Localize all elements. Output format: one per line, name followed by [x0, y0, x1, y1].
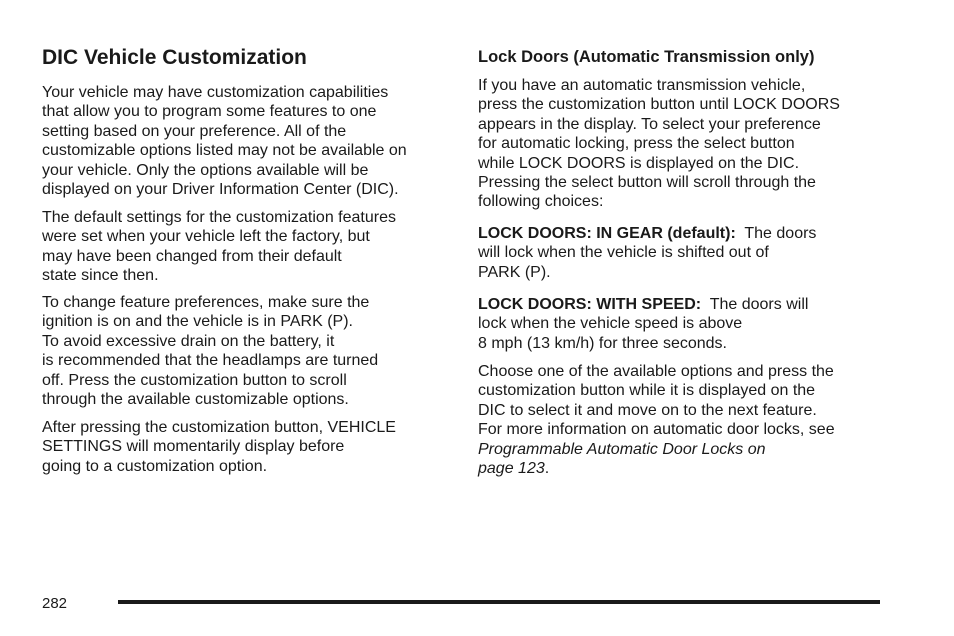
text-line: setting based on your preference. All of the: [42, 122, 347, 140]
text-line: If you have an automatic transmission vehicle,: [478, 77, 806, 94]
text-line: while LOCK DOORS is displayed on the DIC.: [478, 154, 800, 172]
text-line: [478, 224, 816, 243]
text-line: customizable options listed may not be available on: [42, 142, 407, 160]
section-title: DIC Vehicle Customization: [42, 46, 307, 69]
option-with-speed: [478, 295, 808, 353]
text-line: displayed on your Driver Information Center (DIC).: [42, 181, 399, 199]
text-line: state since then.: [42, 267, 159, 285]
option-text: The doors: [744, 225, 817, 242]
change-preferences-paragraph: [42, 293, 378, 409]
text-line: Pressing the select button will scroll through the: [478, 174, 816, 192]
text-line: off. Press the customization button to scroll: [42, 371, 347, 389]
text-line: were set when your vehicle left the factory, but: [42, 228, 370, 246]
text-line: will lock when the vehicle is shifted out of: [478, 244, 769, 262]
option-label: LOCK DOORS: WITH SPEED:: [478, 296, 702, 313]
text-line: To change feature preferences, make sure the: [42, 294, 370, 311]
vehicle-settings-paragraph: [42, 418, 396, 476]
text-line: After pressing the customization button, VEHICLE: [42, 419, 396, 436]
text-line: ignition is on and the vehicle is in PARK (P).: [42, 313, 353, 331]
text-line: going to a customization option.: [42, 457, 268, 475]
text-line: may have been changed from their default: [42, 247, 342, 265]
text-line: through the available customizable options.: [42, 391, 349, 409]
text-line: To avoid excessive drain on the battery, it: [42, 332, 335, 350]
option-label: LOCK DOORS: IN GEAR (default):: [478, 225, 736, 242]
default-settings-paragraph: [42, 208, 396, 286]
text-line: lock when the vehicle speed is above: [478, 315, 743, 333]
lock-doors-intro-paragraph: [478, 76, 840, 212]
text-line: SETTINGS will momentarily display before: [42, 438, 345, 456]
cross-reference-page: page 123: [478, 460, 545, 478]
text-line: appears in the display. To select your preference: [478, 115, 821, 133]
page-number: 282: [42, 595, 68, 612]
text-line: DIC to select it and move on to the next feature.: [478, 401, 817, 419]
choose-option-paragraph: [478, 362, 835, 478]
text-line: your vehicle. Only the options available will be: [42, 161, 369, 179]
option-in-gear: [478, 224, 816, 282]
text-line: The default settings for the customization features: [42, 209, 396, 226]
text-line: that allow you to program some features to one: [42, 103, 377, 121]
text-line: [478, 295, 808, 314]
text-line: following choices:: [478, 193, 604, 211]
text-line: For more information on automatic door locks, see: [478, 421, 835, 439]
punctuation: .: [544, 460, 550, 478]
intro-paragraph: [42, 83, 407, 199]
text-line: 8 mph (13 km/h) for three seconds.: [478, 334, 727, 352]
option-text: The doors will: [709, 296, 809, 313]
text-line: is recommended that the headlamps are turned: [42, 352, 379, 370]
text-line: PARK (P).: [478, 263, 551, 281]
cross-reference: Programmable Automatic Door Locks on: [478, 440, 766, 458]
text-line: Choose one of the available options and press the: [478, 363, 834, 380]
text-line: customization button while it is displayed on the: [478, 382, 816, 400]
text-line: [478, 459, 835, 478]
text-line: Your vehicle may have customization capabilities: [42, 84, 389, 101]
subsection-title: Lock Doors (Automatic Transmission only): [478, 48, 815, 66]
footer-rule: [118, 600, 880, 604]
text-line: for automatic locking, press the select button: [478, 135, 795, 153]
text-line: press the customization button until LOCK DOORS: [478, 96, 840, 114]
